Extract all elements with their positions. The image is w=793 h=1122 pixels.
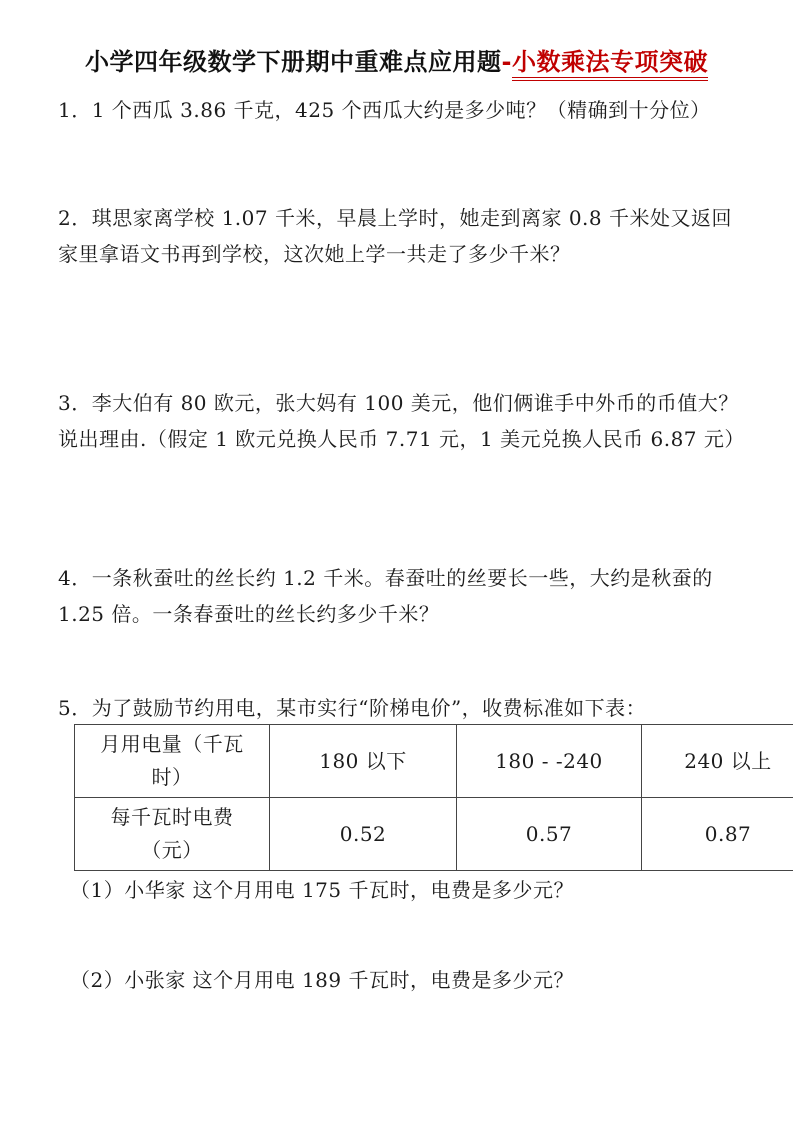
price-tier-3-cell: 0.87: [642, 798, 793, 871]
title-highlight: 小数乘法专项突破: [512, 48, 708, 81]
problem-3-line-1: 3．李大伯有 80 欧元，张大妈有 100 美元，他们俩谁手中外币的币值大？: [58, 391, 739, 415]
problem-5-line-1: 5．为了鼓励节约用电，某市实行“阶梯电价”，收费标准如下表：: [58, 696, 647, 720]
problem-2-line-1: 2．琪思家离学校 1.07 千米，早晨上学时，她走到离家 0.8 千米处又返回: [58, 206, 732, 230]
price-tier-2-cell: 0.57: [457, 798, 642, 871]
electricity-rate-table: [74, 724, 793, 871]
table-row-usage: [75, 725, 793, 798]
problem-5: [58, 690, 741, 726]
price-header-cell: 每千瓦时电费（元）: [75, 798, 270, 871]
problem-1: [58, 92, 741, 128]
subquestion-1: （1）小华家 这个月用电 175 千瓦时，电费是多少元？: [70, 878, 574, 902]
title-main-text: 小学四年级数学下册期中重难点应用题: [85, 48, 502, 76]
problem-1-line-1: 1．1 个西瓜 3.86 千克，425 个西瓜大约是多少吨？（精确到十分位）: [58, 98, 711, 122]
usage-tier-2-cell: 180 - -240: [457, 725, 642, 798]
problem-4-line-1: 4．一条秋蚕吐的丝长约 1.2 千米。春蚕吐的丝要长一些，大约是秋蚕的: [58, 566, 713, 590]
problem-4: [58, 560, 741, 632]
price-tier-1-cell: 0.52: [270, 798, 457, 871]
subquestion-2: （2）小张家 这个月用电 189 千瓦时，电费是多少元？: [70, 968, 574, 992]
usage-tier-1-cell: 180 以下: [270, 725, 457, 798]
page-title: [0, 45, 793, 79]
problem-3: [58, 385, 745, 457]
title-dash: -: [501, 48, 512, 76]
table-row-price: [75, 798, 793, 871]
problem-2: [58, 200, 741, 272]
usage-tier-3-cell: 240 以上: [642, 725, 793, 798]
problem-4-line-2: 1.25 倍。一条春蚕吐的丝长约多少千米？: [58, 602, 440, 626]
usage-header-cell: 月用电量（千瓦时）: [75, 725, 270, 798]
problem-3-line-2: 说出理由.（假定 1 欧元兑换人民币 7.71 元，1 美元兑换人民币 6.87 元）: [58, 427, 745, 451]
problem-2-line-2: 家里拿语文书再到学校，这次她上学一共走了多少千米？: [58, 242, 571, 266]
